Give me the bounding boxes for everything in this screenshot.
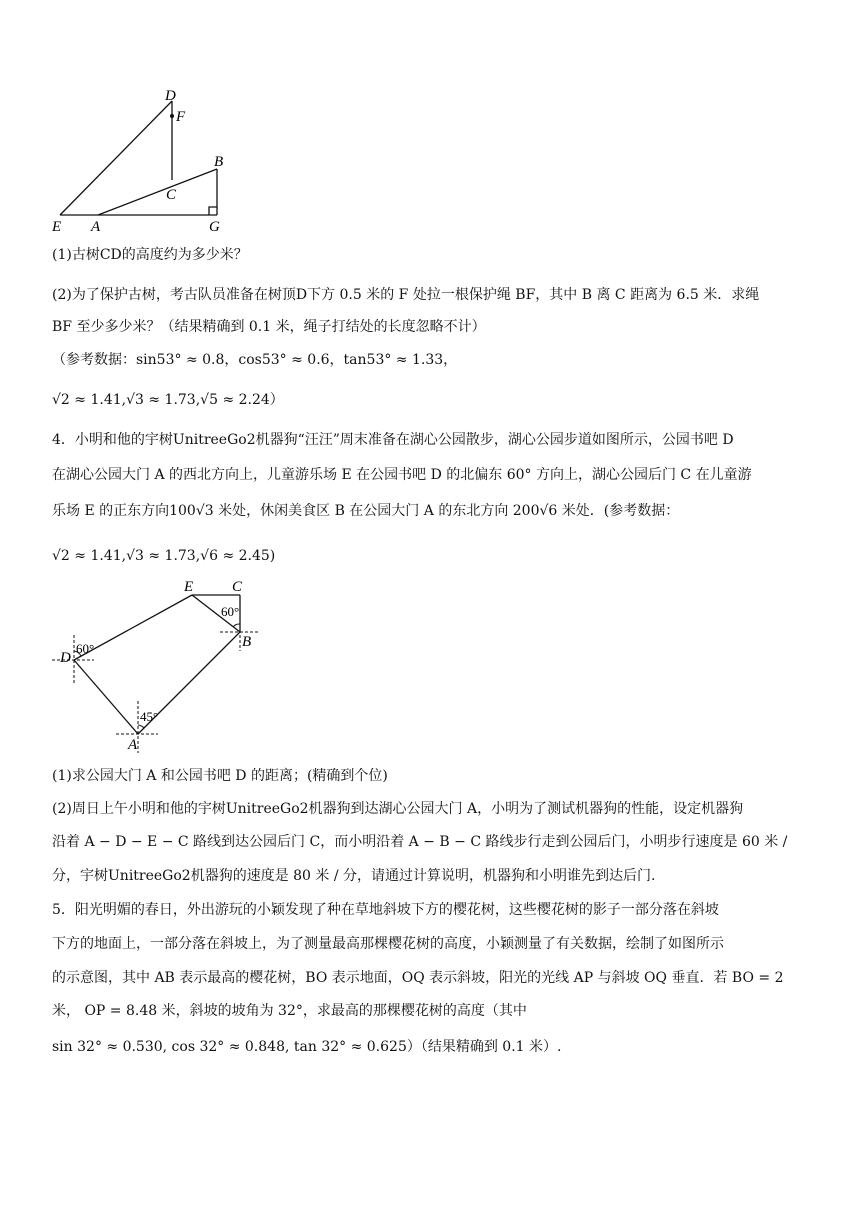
q3-part1: (1)古树CD的高度约为多少米？: [52, 247, 248, 263]
point-F: [170, 114, 174, 118]
q3-part2-line2: BF 至少多少米？（结果精确到 0.1 米，绳子打结处的长度忽略不计）: [52, 319, 486, 335]
angle-label-C: 60°: [221, 604, 240, 619]
q4-part2-line3: 分，宇树UnitreeGo2机器狗的速度是 80 米 / 分，请通过计算说明，机器狗和小明谁先到达后门.: [52, 868, 656, 884]
q5-line3: 的示意图，其中 AB 表示最高的樱花树，BO 表示地面，OQ 表示斜坡，阳光的光线 AP 与斜坡 OQ 垂直．若 BO = 2: [52, 970, 784, 986]
figure-1-diagram: [44, 86, 284, 236]
angle-label-D: 60°: [76, 641, 95, 656]
segment-DA: [74, 660, 138, 734]
label-A: A: [128, 737, 138, 753]
right-angle-mark-G: [209, 207, 217, 215]
label-B: B: [242, 634, 252, 650]
q5-line4: 米， OP = 8.48 米，斜坡的坡角为 32°，求最高的那棵樱花树的高度（其中: [52, 1003, 527, 1019]
q4-line3: 乐场 E 的正东方向100√3 米处，休闲美食区 B 在公园大门 A 的东北方向 200√6 米处．(参考数据：: [52, 503, 680, 519]
q4-line2: 在湖心公园大门 A 的西北方向上，儿童游乐场 E 在公园书吧 D 的北偏东 60° 方向上，湖心公园后门 C 在儿童游: [52, 467, 752, 483]
q4-line4: √2 ≈ 1.41,√3 ≈ 1.73,√6 ≈ 2.45): [52, 548, 276, 564]
q3-reference-data-line2: √2 ≈ 1.41,√3 ≈ 1.73,√5 ≈ 2.24）: [52, 392, 284, 408]
label-C: C: [166, 187, 177, 203]
q3-reference-data-line1: （参考数据：sin53° ≈ 0.8，cos53° ≈ 0.6，tan53° ≈ 1.33，: [52, 352, 458, 368]
label-D: D: [60, 650, 71, 666]
label-B: B: [214, 154, 224, 170]
q5-line5: sin 32° ≈ 0.530, cos 32° ≈ 0.848, tan 32° ≈ 0.625）（结果精确到 0.1 米）.: [52, 1039, 562, 1055]
label-E: E: [52, 219, 62, 235]
label-E: E: [184, 579, 194, 595]
label-F: F: [176, 109, 186, 125]
segment-AB: [98, 169, 217, 215]
q4-part1: (1)求公园大门 A 和公园书吧 D 的距离；(精确到个位): [52, 768, 388, 784]
q4-part2-line2: 沿着 A − D − E − C 路线到达公园后门 C，而小明沿着 A − B − C 路线步行走到公园后门，小明步行速度是 60 米 /: [52, 834, 788, 850]
q5-line1: 5．阳光明媚的春日，外出游玩的小颖发现了种在草地斜坡下方的樱花树，这些樱花树的影子一部分落在斜坡: [52, 902, 719, 918]
angle-arc-C: [233, 624, 240, 627]
label-C: C: [232, 579, 243, 595]
q3-part2-line1: (2)为了保护古树，考古队员准备在树顶D下方 0.5 米的 F 处拉一根保护绳 BF，其中 B 离 C 距离为 6.5 米．求绳: [52, 287, 760, 303]
q4-line1: 4．小明和他的宇树UnitreeGo2机器狗“汪汪”周末准备在湖心公园散步，湖心公园步道如图所示，公园书吧 D: [52, 432, 734, 448]
angle-label-A: 45°: [140, 709, 159, 724]
q5-line2: 下方的地面上，一部分落在斜坡上，为了测量最高那棵樱花树的高度，小颖测量了有关数据，绘制了如图所示: [52, 936, 724, 952]
figure-2-diagram: [50, 575, 270, 755]
segment-ED: [60, 101, 172, 215]
q4-part2-line1: (2)周日上午小明和他的宇树UnitreeGo2机器狗到达湖心公园大门 A，小明为了测试机器狗的性能，设定机器狗: [52, 801, 744, 817]
angle-arc-A: [138, 725, 144, 728]
label-D: D: [165, 88, 176, 104]
label-A: A: [91, 219, 101, 235]
label-G: G: [209, 219, 220, 235]
